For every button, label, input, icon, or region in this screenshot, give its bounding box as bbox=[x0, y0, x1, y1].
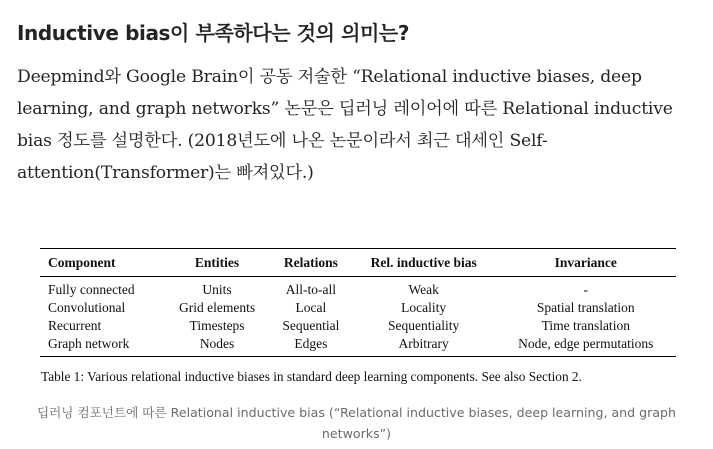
table-cell: Grid elements bbox=[179, 300, 256, 315]
table-cell: Locality bbox=[401, 300, 447, 315]
figure-caption: 딥러닝 컴포넌트에 따른 Relational inductive bias (“Relational inductive biases, deep learning, and graph networks”) bbox=[36, 405, 677, 441]
column-header-component: Component bbox=[48, 255, 116, 270]
table-cell: Spatial translation bbox=[536, 300, 635, 315]
table-caption: Table 1: Various relational inductive biases in standard deep learning components. See also Section 2. bbox=[41, 369, 582, 384]
table-header-row bbox=[40, 249, 676, 277]
table-cell: Node, edge permutations bbox=[518, 336, 654, 351]
table-cell: - bbox=[583, 282, 588, 297]
table-cell: Edges bbox=[294, 336, 328, 351]
body-paragraph: Deepmind와 Google Brain이 공동 저술한 “Relational inductive biases, deep learning, and graph networks” 논문은 딥러닝 레이어에 따른 Relational inductive bias 정도를 설명한다. (2018년도에 나온 논문이라서 최근 대세인 Self-attention(Transformer)는 빠져있다.) bbox=[17, 67, 673, 183]
table-cell: Units bbox=[202, 282, 232, 297]
table-cell: All-to-all bbox=[285, 282, 337, 297]
table-cell: Timesteps bbox=[189, 318, 245, 333]
table-row bbox=[40, 317, 676, 335]
table-cell: Convolutional bbox=[48, 300, 126, 315]
table-cell: Time translation bbox=[541, 318, 630, 333]
table-cell: Nodes bbox=[199, 336, 235, 351]
inductive-bias-table bbox=[40, 248, 676, 357]
table-cell: Sequentiality bbox=[388, 318, 460, 333]
table-cell: Graph network bbox=[48, 336, 130, 351]
section-heading: Inductive bias이 부족하다는 것의 의미는? bbox=[17, 21, 410, 45]
column-header-rel-inductive-bias: Rel. inductive bias bbox=[370, 255, 477, 270]
table-figure bbox=[40, 248, 676, 357]
column-header-invariance: Invariance bbox=[554, 255, 617, 270]
table-row bbox=[40, 335, 676, 357]
column-header-entities: Entities bbox=[194, 255, 240, 270]
table-cell: Weak bbox=[408, 282, 439, 297]
table-cell: Fully connected bbox=[48, 282, 135, 297]
column-header-relations: Relations bbox=[283, 255, 338, 270]
table-cell: Arbitrary bbox=[398, 336, 449, 351]
table-row bbox=[40, 277, 676, 300]
table-cell: Recurrent bbox=[48, 318, 102, 333]
table-row bbox=[40, 299, 676, 317]
table-cell: Local bbox=[295, 300, 327, 315]
table-cell: Sequential bbox=[282, 318, 340, 333]
